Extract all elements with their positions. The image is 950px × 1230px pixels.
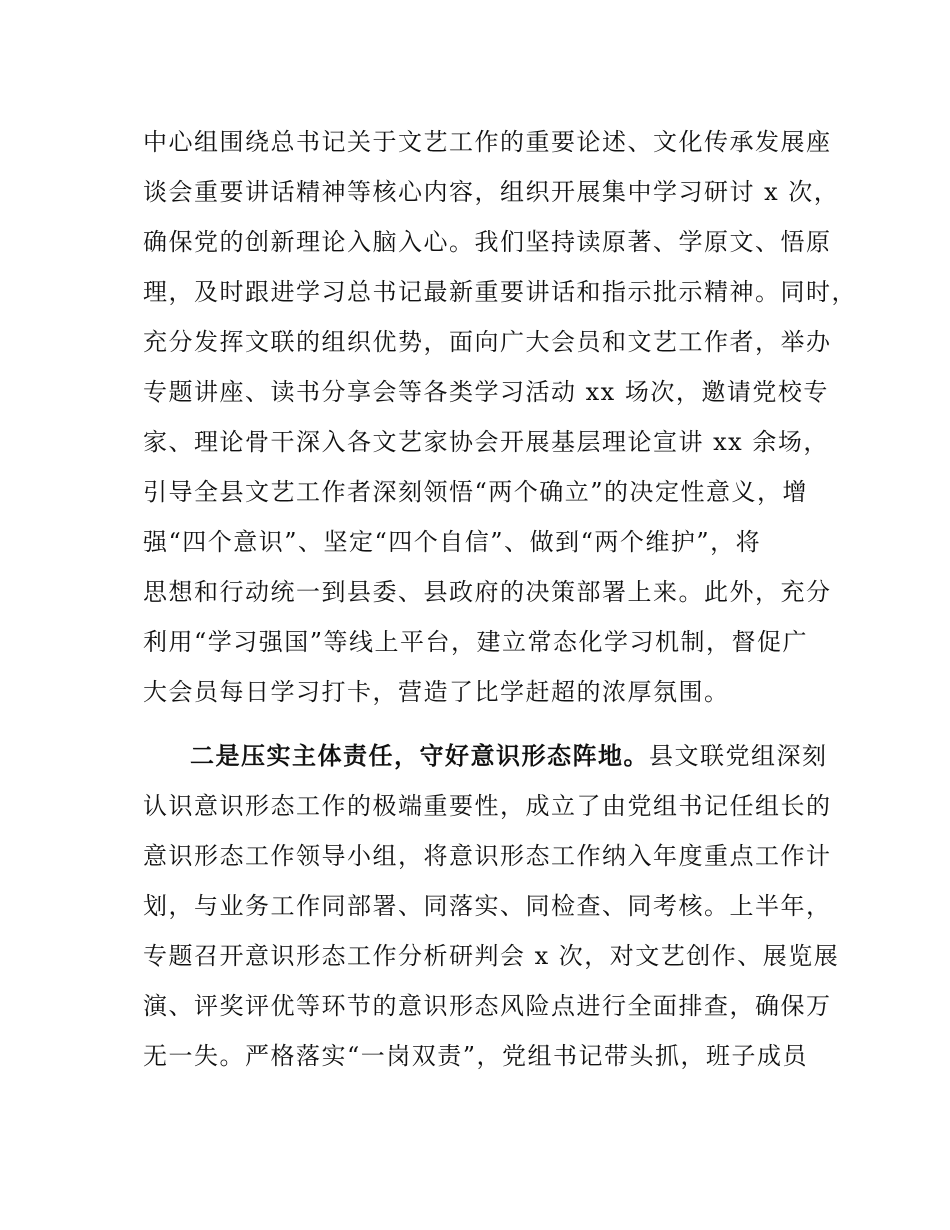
text-line: 谈会重要讲话精神等核心内容，组织开展集中学习研讨 x 次， <box>143 178 840 206</box>
paragraph-first-line <box>190 741 870 771</box>
text-line: 专题讲座、读书分享会等各类学习活动 xx 场次，邀请党校专 <box>143 378 829 406</box>
text-line: 家、理论骨干深入各文艺家协会开展基层理论宣讲 xx 余场， <box>143 428 829 456</box>
text-line: 理，及时跟进学习总书记最新重要讲话和指示批示精神。同时， <box>143 278 857 306</box>
text-line: 大会员每日学习打卡，营造了比学赶超的浓厚氛围。 <box>143 678 730 706</box>
text-line: 无一失。严格落实“一岗双责”，党组书记带头抓，班子成员 <box>143 1042 809 1070</box>
text-line: 划，与业务工作同部署、同落实、同检查、同考核。上半年， <box>143 892 832 920</box>
text-line: 意识形态工作领导小组，将意识形态工作纳入年度重点工作计 <box>143 842 832 870</box>
text-line: 确保党的创新理论入脑入心。我们坚持读原著、学原文、悟原 <box>143 228 832 256</box>
text-line: 利用“学习强国”等线上平台，建立常态化学习机制，督促广 <box>143 628 809 656</box>
text-line: 强“四个意识”、坚定“四个自信”、做到“两个维护”，将 <box>143 528 762 556</box>
paragraph-heading: 二是压实主体责任，守好意识形态阵地。 <box>190 742 649 770</box>
text-line: 充分发挥文联的组织优势，面向广大会员和文艺工作者，举办 <box>143 328 832 356</box>
text-line: 演、评奖评优等环节的意识形态风险点进行全面排查，确保万 <box>143 992 832 1020</box>
text-line: 认识意识形态工作的极端重要性，成立了由党组书记任组长的 <box>143 792 832 820</box>
text-run: 县文联党组深刻 <box>649 742 828 770</box>
text-line: 思想和行动统一到县委、县政府的决策部署上来。此外，充分 <box>143 578 832 606</box>
text-line: 引导全县文艺工作者深刻领悟“两个确立”的决定性意义，增 <box>143 478 809 506</box>
text-line: 中心组围绕总书记关于文艺工作的重要论述、文化传承发展座 <box>143 128 832 156</box>
text-line: 专题召开意识形态工作分析研判会 x 次，对文艺创作、展览展 <box>143 942 840 970</box>
